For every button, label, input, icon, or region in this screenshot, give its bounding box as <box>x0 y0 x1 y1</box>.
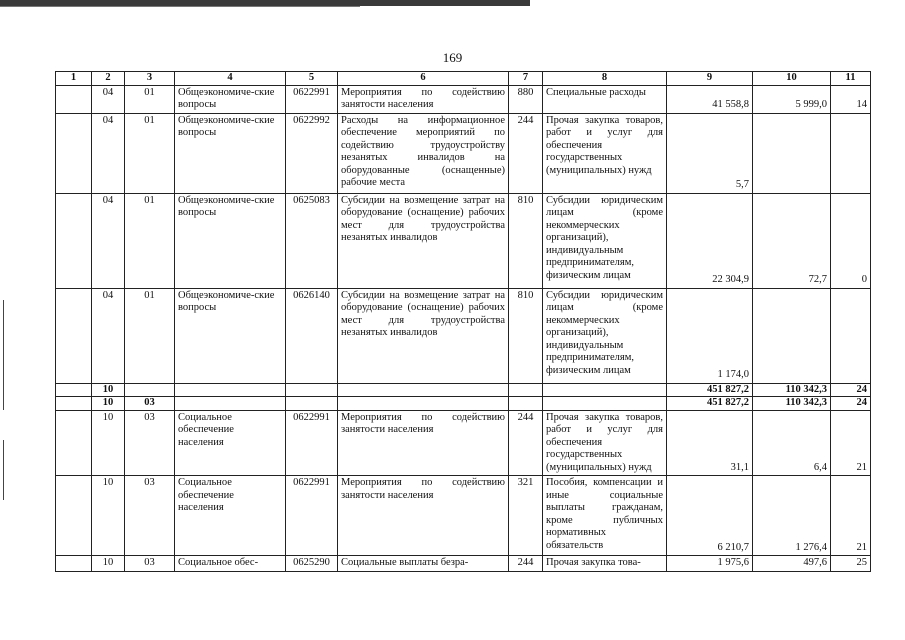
column-header: 2 <box>92 72 125 86</box>
column-header: 3 <box>125 72 175 86</box>
cell-expense-type <box>509 397 543 411</box>
column-header: 4 <box>175 72 286 86</box>
cell-section: 10 <box>92 476 125 556</box>
table-row <box>56 556 871 572</box>
cell-section: 04 <box>92 288 125 383</box>
cell-expense-name: Субсидии юридическим лицам (кроме некоммерческих организаций), индивидуальным предпринимателям, физическим лицам <box>543 193 667 288</box>
cell-target-name <box>338 397 509 411</box>
cell-expense-name <box>543 383 667 397</box>
cell-target-name: Субсидии на возмещение затрат на оборудование (оснащение) рабочих мест для трудоустройства незанятых инвалидов <box>338 193 509 288</box>
cell-amount-col11: 24 <box>831 397 871 411</box>
cell-amount-col10: 110 342,3 <box>753 383 831 397</box>
cell-subsection: 03 <box>125 476 175 556</box>
cell-col1 <box>56 85 92 113</box>
cell-amount-col11: 21 <box>831 476 871 556</box>
cell-amount-col9: 5,7 <box>667 113 753 193</box>
cell-amount-col10 <box>753 288 831 383</box>
table-row <box>56 113 871 193</box>
cell-amount-col10: 6,4 <box>753 410 831 476</box>
cell-target-name: Мероприятия по содействию занятости населения <box>338 476 509 556</box>
column-header: 8 <box>543 72 667 86</box>
cell-section-name: Социальное обеспечение населения <box>175 476 286 556</box>
cell-col1 <box>56 113 92 193</box>
table-total-row <box>56 383 871 397</box>
cell-section-name <box>175 383 286 397</box>
cell-col1 <box>56 556 92 572</box>
cell-amount-col9: 41 558,8 <box>667 85 753 113</box>
cell-expense-type: 321 <box>509 476 543 556</box>
cell-subsection: 03 <box>125 556 175 572</box>
cell-expense-type: 244 <box>509 113 543 193</box>
cell-expense-name: Прочая закупка товаров, работ и услуг для обеспечения государственных (муниципальных) нужд <box>543 410 667 476</box>
cell-section-name: Социальное обеспечение населения <box>175 410 286 476</box>
cell-amount-col11: 21 <box>831 410 871 476</box>
cell-expense-name: Пособия, компенсации и иные социальные выплаты гражданам, кроме публичных нормативных обязательств <box>543 476 667 556</box>
cell-target-name: Субсидии на возмещение затрат на оборудование (оснащение) рабочих мест для трудоустройства незанятых инвалидов <box>338 288 509 383</box>
cell-expense-type <box>509 383 543 397</box>
cell-amount-col11: 25 <box>831 556 871 572</box>
column-header: 5 <box>286 72 338 86</box>
cell-amount-col11: 0 <box>831 193 871 288</box>
column-header: 10 <box>753 72 831 86</box>
table-row <box>56 193 871 288</box>
cell-target-code: 0625290 <box>286 556 338 572</box>
cell-section-name: Общеэкономиче-ские вопросы <box>175 193 286 288</box>
cell-expense-name <box>543 397 667 411</box>
cell-col1 <box>56 288 92 383</box>
column-header: 7 <box>509 72 543 86</box>
cell-col1 <box>56 410 92 476</box>
cell-expense-type: 244 <box>509 410 543 476</box>
cell-amount-col10: 72,7 <box>753 193 831 288</box>
cell-section-name: Социальное обес- <box>175 556 286 572</box>
cell-target-code: 0622992 <box>286 113 338 193</box>
cell-target-code: 0622991 <box>286 476 338 556</box>
cell-section-name: Общеэкономиче-ские вопросы <box>175 85 286 113</box>
cell-target-code: 0626140 <box>286 288 338 383</box>
cell-expense-type: 244 <box>509 556 543 572</box>
cell-amount-col9: 1 174,0 <box>667 288 753 383</box>
cell-target-name: Мероприятия по содействию занятости населения <box>338 410 509 476</box>
cell-col1 <box>56 383 92 397</box>
table-row <box>56 410 871 476</box>
cell-amount-col10: 5 999,0 <box>753 85 831 113</box>
cell-target-name: Социальные выплаты безра- <box>338 556 509 572</box>
cell-expense-name: Прочая закупка това- <box>543 556 667 572</box>
cell-col1 <box>56 476 92 556</box>
cell-subsection <box>125 383 175 397</box>
cell-amount-col11: 14 <box>831 85 871 113</box>
cell-amount-col10: 497,6 <box>753 556 831 572</box>
cell-col1 <box>56 193 92 288</box>
cell-subsection: 01 <box>125 288 175 383</box>
cell-section: 10 <box>92 556 125 572</box>
scan-artifact-edge <box>3 300 4 410</box>
cell-subsection: 03 <box>125 410 175 476</box>
cell-expense-name: Прочая закупка товаров, работ и услуг для обеспечения государственных (муниципальных) нужд <box>543 113 667 193</box>
cell-target-code: 0625083 <box>286 193 338 288</box>
cell-amount-col10 <box>753 113 831 193</box>
cell-target-name <box>338 383 509 397</box>
cell-subsection: 01 <box>125 85 175 113</box>
cell-amount-col9: 1 975,6 <box>667 556 753 572</box>
cell-amount-col11: 24 <box>831 383 871 397</box>
table-row <box>56 85 871 113</box>
cell-section-name: Общеэкономиче-ские вопросы <box>175 288 286 383</box>
table-header-row <box>56 72 871 86</box>
cell-section: 04 <box>92 193 125 288</box>
cell-amount-col10: 1 276,4 <box>753 476 831 556</box>
cell-section: 10 <box>92 397 125 411</box>
page-number: 169 <box>442 50 463 65</box>
cell-target-name: Расходы на информационное обеспечение мероприятий по содействию трудоустройству незанятых инвалидов на оборудованные (оснащенные) рабочие места <box>338 113 509 193</box>
cell-section-name: Общеэкономиче-ские вопросы <box>175 113 286 193</box>
cell-expense-name: Субсидии юридическим лицам (кроме некоммерческих организаций), индивидуальным предпринимателям, физическим лицам <box>543 288 667 383</box>
cell-section-name <box>175 397 286 411</box>
scan-artifact-top-thin <box>0 6 360 7</box>
column-header: 6 <box>338 72 509 86</box>
table-row <box>56 476 871 556</box>
column-header: 9 <box>667 72 753 86</box>
column-header: 11 <box>831 72 871 86</box>
cell-amount-col9: 31,1 <box>667 410 753 476</box>
cell-target-code: 0622991 <box>286 410 338 476</box>
table-total-row <box>56 397 871 411</box>
column-header: 1 <box>56 72 92 86</box>
cell-section: 10 <box>92 383 125 397</box>
cell-amount-col11 <box>831 288 871 383</box>
budget-table <box>55 71 871 572</box>
cell-subsection: 01 <box>125 193 175 288</box>
cell-amount-col9: 6 210,7 <box>667 476 753 556</box>
cell-expense-type: 810 <box>509 193 543 288</box>
cell-subsection: 01 <box>125 113 175 193</box>
cell-amount-col11 <box>831 113 871 193</box>
cell-col1 <box>56 397 92 411</box>
cell-subsection: 03 <box>125 397 175 411</box>
table-row <box>56 288 871 383</box>
cell-expense-type: 880 <box>509 85 543 113</box>
scan-artifact-edge <box>3 440 4 500</box>
cell-amount-col10: 110 342,3 <box>753 397 831 411</box>
cell-section: 04 <box>92 85 125 113</box>
cell-section: 10 <box>92 410 125 476</box>
cell-amount-col9: 451 827,2 <box>667 397 753 411</box>
cell-target-code <box>286 397 338 411</box>
cell-target-name: Мероприятия по содействию занятости населения <box>338 85 509 113</box>
cell-expense-name: Специальные расходы <box>543 85 667 113</box>
cell-target-code: 0622991 <box>286 85 338 113</box>
cell-amount-col9: 451 827,2 <box>667 383 753 397</box>
cell-section: 04 <box>92 113 125 193</box>
cell-amount-col9: 22 304,9 <box>667 193 753 288</box>
cell-target-code <box>286 383 338 397</box>
cell-expense-type: 810 <box>509 288 543 383</box>
